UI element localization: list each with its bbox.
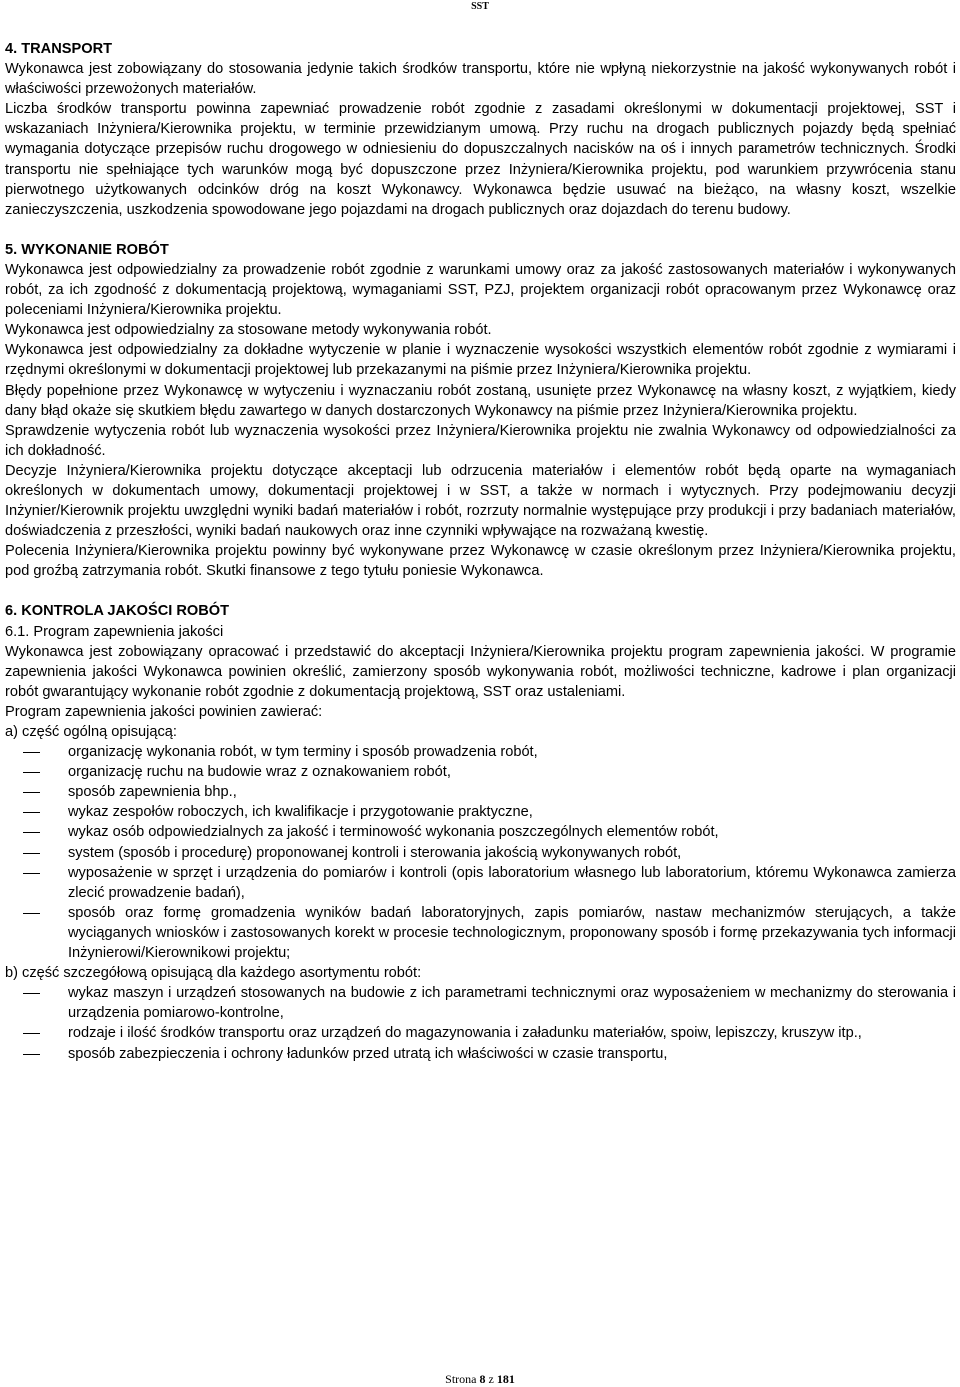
dash-list-a — [5, 742, 956, 963]
list-item: organizację ruchu na budowie wraz z oznakowaniem robót, — [5, 762, 956, 782]
document-body — [5, 39, 956, 1064]
list-item: sposób zabezpieczenia i ochrony ładunków przed utratą ich właściwości w czasie transportu, — [5, 1044, 956, 1064]
section-heading-transport: 4. TRANSPORT — [5, 41, 113, 57]
subsection-heading: 6.1. Program zapewnienia jakości — [5, 623, 224, 640]
page-footer — [0, 1372, 960, 1386]
page-label: Strona — [445, 1372, 477, 1386]
list-item: sposób oraz formę gromadzenia wyników badań laboratoryjnych, zapis pomiarów, nastaw mechanizmów sterujących, a także wyciąganych wniosków i zastosowanych korekt w procesie technologicznym, proponowany sposób i formę przekazywania tych informacji Inżynierowi/Kierownikowi projektu; — [5, 903, 956, 963]
paragraph: Błędy popełnione przez Wykonawcę w wytyczeniu i wyznaczaniu robót zostaną, usunięte przez Wykonawcę na własny koszt, z wyjątkiem, kiedy dany błąd okaże się skutkiem błędu zawartego w danych dostarczonych Wykonawcy na piśmie przez Inżyniera/Kierownika projektu. — [5, 382, 956, 419]
list-item: wykaz zespołów roboczych, ich kwalifikacje i przygotowanie praktyczne, — [5, 802, 956, 822]
list-item: sposób zapewnienia bhp., — [5, 782, 956, 802]
list-item: rodzaje i ilość środków transportu oraz urządzeń do magazynowania i załadunku materiałów, spoiw, lepiszczy, kruszyw itp., — [5, 1023, 956, 1043]
page-separator: z — [488, 1372, 494, 1386]
list-item: wykaz maszyn i urządzeń stosowanych na budowie z ich parametrami technicznymi oraz wyposażeniem w mechanizmy do sterowania i urządzenia pomiarowo-kontrolne, — [5, 983, 956, 1023]
paragraph: Polecenia Inżyniera/Kierownika projektu powinny być wykonywane przez Wykonawcę w czasie określonym przez Inżyniera/Kierownika projektu, pod groźbą zatrzymania robót. Skutki finansowe z tego tytułu poniesie Wykonawca. — [5, 543, 956, 580]
list-label-a: a) część ogólną opisującą: — [5, 724, 177, 740]
total-pages: 181 — [496, 1372, 515, 1386]
list-item: wyposażenie w sprzęt i urządzenia do pomiarów i kontroli (opis laboratorium własnego lub laboratorium, któremu Wykonawca zamierza zlecić prowadzenie badań), — [5, 863, 956, 903]
list-item: wykaz osób odpowiedzialnych za jakość i terminowość wykonania poszczególnych elementów robót, — [5, 822, 956, 842]
paragraph: Wykonawca jest odpowiedzialny za stosowane metody wykonywania robót. — [5, 322, 492, 339]
section-heading-wykonanie: 5. WYKONANIE ROBÓT — [5, 241, 169, 258]
paragraph: Liczba środków transportu powinna zapewniać prowadzenie robót zgodnie z zasadami określonymi w dokumentacji projektowej, SST i wskazaniach Inżyniera/Kierownika projektu, w terminie przewidzianym umową. Przy ruchu na drogach publicznych pojazdy będą spełniać wymagania dotyczące przepisów ruchu drogowego w odniesieniu do dopuszczalnych nacisków na oś i innych parametrów technicznych. Środki transportu nie spełniające tych warunków mogą być dopuszczone przez Inżyniera/Kierownika projektu, pod warunkiem przywrócenia stanu pierwotnego użytkowanych odcinków dróg na koszt Wykonawcy. Wykonawca będzie usuwać na bieżąco, na własny koszt, wszelkie zanieczyszczenia, uszkodzenia spowodowane jego pojazdami na drogach publicznych oraz dojazdach do terenu budowy. — [5, 101, 956, 218]
paragraph: Program zapewnienia jakości powinien zawierać: — [5, 703, 323, 720]
list-label-b: b) część szczegółową opisującą dla każdego asortymentu robót: — [5, 965, 422, 982]
paragraph: Decyzje Inżyniera/Kierownika projektu dotyczące akceptacji lub odrzucenia materiałów i elementów robót będą oparte na wymaganiach określonych w dokumentach umowy, dokumentacji projektowej i w SST, a także w normach i wytycznych. Przy podejmowaniu decyzji Inżynier/Kierownik projektu uwzględni wyniki badań materiałów i robót, rozrzuty normalnie występujące przy produkcji i przy badaniach materiałów, doświadczenia z przeszłości, wyniki badań naukowych oraz inne czynniki wpływające na rozważaną kwestię. — [5, 462, 956, 540]
paragraph: Wykonawca jest odpowiedzialny za dokładne wytyczenie w planie i wyznaczenie wysokości wszystkich elementów robót zgodnie z wymiarami i rzędnymi określonymi w dokumentacji projektowej lub przekazanymi na piśmie przez Inżyniera/Kierownika projektu. — [5, 342, 956, 379]
paragraph: Wykonawca jest zobowiązany do stosowania jedynie takich środków transportu, które nie wpłyną niekorzystnie na jakość wykonywanych robót i właściwości przewożonych materiałów. — [5, 61, 956, 98]
page-header: SST — [471, 1, 489, 12]
dash-list-b — [5, 983, 956, 1063]
paragraph: Wykonawca jest odpowiedzialny za prowadzenie robót zgodnie z warunkami umowy oraz za jakość zastosowanych materiałów i wykonywanych robót, za ich zgodność z dokumentacją projektową, wymaganiami SST, PZJ, projektem organizacji robót opracowanym przez Wykonawcę oraz poleceniami Inżyniera/Kierownika projektu. — [5, 261, 956, 319]
current-page-number: 8 — [479, 1372, 486, 1386]
list-item: organizację wykonania robót, w tym terminy i sposób prowadzenia robót, — [5, 742, 956, 762]
section-heading-kontrola: 6. KONTROLA JAKOŚCI ROBÓT — [5, 603, 230, 620]
list-item: system (sposób i procedurę) proponowanej kontroli i sterowania jakością wykonywanych robót, — [5, 843, 956, 863]
paragraph: Sprawdzenie wytyczenia robót lub wyznaczenia wysokości przez Inżyniera/Kierownika projektu nie zwalnia Wykonawcy od odpowiedzialności za ich dokładność. — [5, 422, 956, 459]
paragraph: Wykonawca jest zobowiązany opracować i przedstawić do akceptacji Inżyniera/Kierownika projektu program zapewnienia jakości. W programie zapewnienia jakości Wykonawca powinien określić, zamierzony sposób wykonywania robót, możliwości techniczne, kadrowe i plan organizacji robót gwarantujący wykonanie robót zgodnie z dokumentacją projektową, SST oraz ustaleniami. — [5, 643, 956, 700]
